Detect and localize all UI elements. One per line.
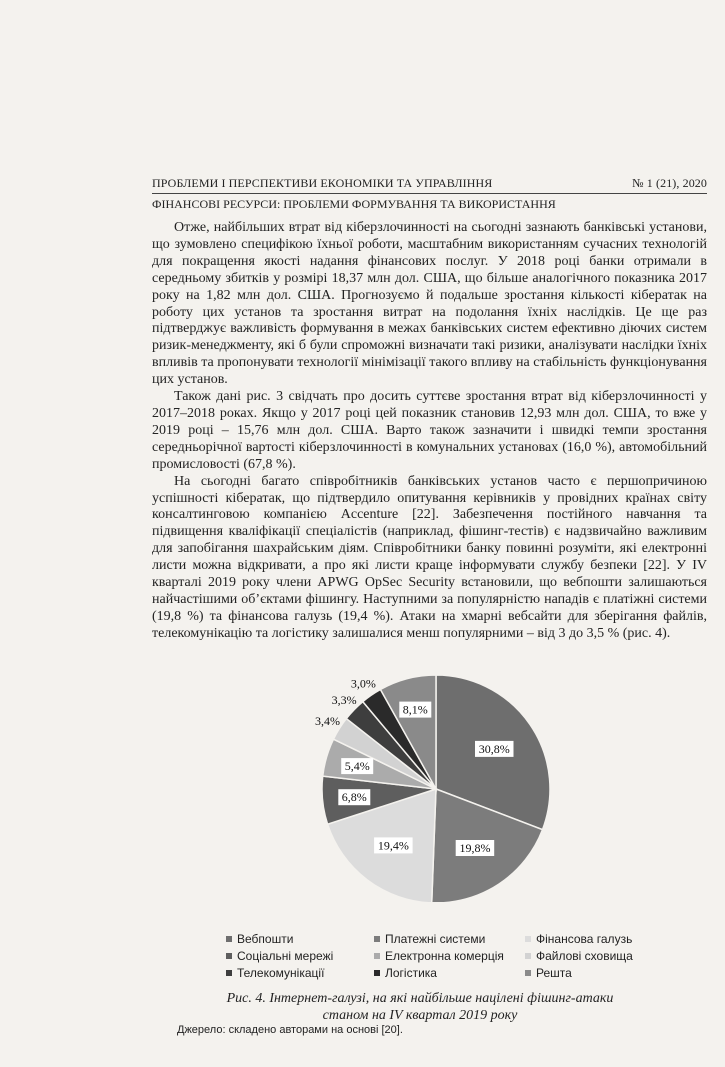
issue-number: № 1 (21), 2020 <box>632 176 707 190</box>
journal-title: ПРОБЛЕМИ І ПЕРСПЕКТИВИ ЕКОНОМІКИ ТА УПРАВЛІННЯ <box>152 176 493 190</box>
slice-data-label: 8,1% <box>402 702 428 717</box>
caption-line-2: станом на IV квартал 2019 року <box>322 1008 518 1023</box>
paragraph: На сьогодні багато співробітників банківських установ часто є першопричиною успішності кібератак, що підтвердило опитування керівників у провідних країнах світу консалтинговою компанією Accenture [22]. Забезпечення постійного навчання та підвищення кваліфікації спеціалістів (наприклад, фішинг-тестів) є надзвичайно важливим для запобігання шахрайським діям. Співробітники банку повинні розуміти, які електронні листи можна відкривати, а про які листи краще інформувати службу безпеки [22]. У IV кварталі 2019 року члени APWG OpSec Security встановили, що вебпошти залишаються найчастішими об’єктами фішингу. Наступними за популярністю нападів є платіжні системи (19,8 %) та фінансова галузь (19,4 %). Атаки на хмарні вебсайти для зберігання файлів, телекомунікацію та логістику залишалися менш популярними – від 3 до 3,5 % (рис. 4). <box>152 473 707 641</box>
figure-caption <box>210 990 630 1024</box>
slice-data-label: 3,0% <box>350 676 376 691</box>
legend-item <box>226 932 374 946</box>
slice-data-label: 19,8% <box>459 841 491 855</box>
legend-label: Логістика <box>385 966 437 980</box>
caption-line-1: Рис. 4. Інтернет-галузі, на які найбільше націлені фішинг-атаки <box>226 991 614 1006</box>
legend-item <box>226 949 374 963</box>
legend-label: Фінансова галузь <box>536 932 633 946</box>
slice-data-label: 3,3% <box>331 692 357 707</box>
article-body <box>152 220 707 643</box>
legend-swatch <box>226 953 232 959</box>
legend-swatch <box>226 970 232 976</box>
legend-swatch <box>525 953 531 959</box>
legend-label: Електронна комерція <box>385 949 504 963</box>
legend-item <box>226 966 374 980</box>
slice-data-label: 30,8% <box>478 741 510 756</box>
chart-legend <box>226 932 646 980</box>
header-rule <box>152 193 707 194</box>
slice-data-label: 19,4% <box>377 838 409 853</box>
legend-item <box>374 949 525 963</box>
legend-swatch <box>374 953 380 959</box>
slice-data-label: 6,8% <box>341 790 367 805</box>
legend-label: Телекомунікації <box>237 966 325 980</box>
legend-swatch <box>525 936 531 942</box>
legend-label: Вебпошти <box>237 932 294 946</box>
legend-label: Файлові сховища <box>536 949 633 963</box>
pie-chart <box>290 672 550 902</box>
legend-item <box>525 966 646 980</box>
legend-item <box>374 966 525 980</box>
legend-swatch <box>525 970 531 976</box>
legend-label: Платежні системи <box>385 932 486 946</box>
legend-label: Соціальні мережі <box>237 949 334 963</box>
paragraph: Також дані рис. 3 свідчать про досить суттєве зростання втрат від кіберзлочинності у 2017–2018 роках. Якщо у 2017 році цей показник становив 12,93 млн дол. США, то вже у 2019 році – 15,76 млн дол. США. Варто також зазначити і швидкі темпи зростання середньорічної вартості кіберзлочинності в комунальних установах (16,0 %), автомобільний промисловості (67,8 %). <box>152 389 707 472</box>
section-title: ФІНАНСОВІ РЕСУРСИ: ПРОБЛЕМИ ФОРМУВАННЯ ТА ВИКОРИСТАННЯ <box>152 197 556 211</box>
slice-data-label: 5,4% <box>344 759 370 774</box>
legend-swatch <box>226 936 232 942</box>
legend-item <box>525 949 646 963</box>
slice-data-label: 3,4% <box>315 714 340 729</box>
running-header <box>152 176 707 212</box>
legend-label: Решта <box>536 966 572 980</box>
legend-swatch <box>374 970 380 976</box>
figure-source: Джерело: складено авторами на основі [20]. <box>177 1024 403 1036</box>
paragraph: Отже, найбільших втрат від кіберзлочинності на сьогодні зазнають банківські установи, що зумовлено специфікою їхньої роботи, масштабним використанням сучасних технологій для покращення якості надання фінансових послуг. У 2018 році банки отримали в середньому збитків у розмірі 18,37 млн дол. США, що більше аналогічного показника 2017 року на 1,82 млн дол. США. Прогнозуємо й подальше зростання кількості кібератак на роботу цих установ та зростання витрат на подолання їхніх наслідків. Це ще раз підтверджує важливість формування в межах банківських систем ефективно діючих систем ризик-менеджменту, які б були спроможні визначати такі ризики, аналізувати наслідки їхніх впливів та пропонувати технології мінімізації такого впливу на стабільність функціонування цих установ. <box>152 220 707 388</box>
legend-swatch <box>374 936 380 942</box>
legend-item <box>374 932 525 946</box>
legend-item <box>525 932 646 946</box>
